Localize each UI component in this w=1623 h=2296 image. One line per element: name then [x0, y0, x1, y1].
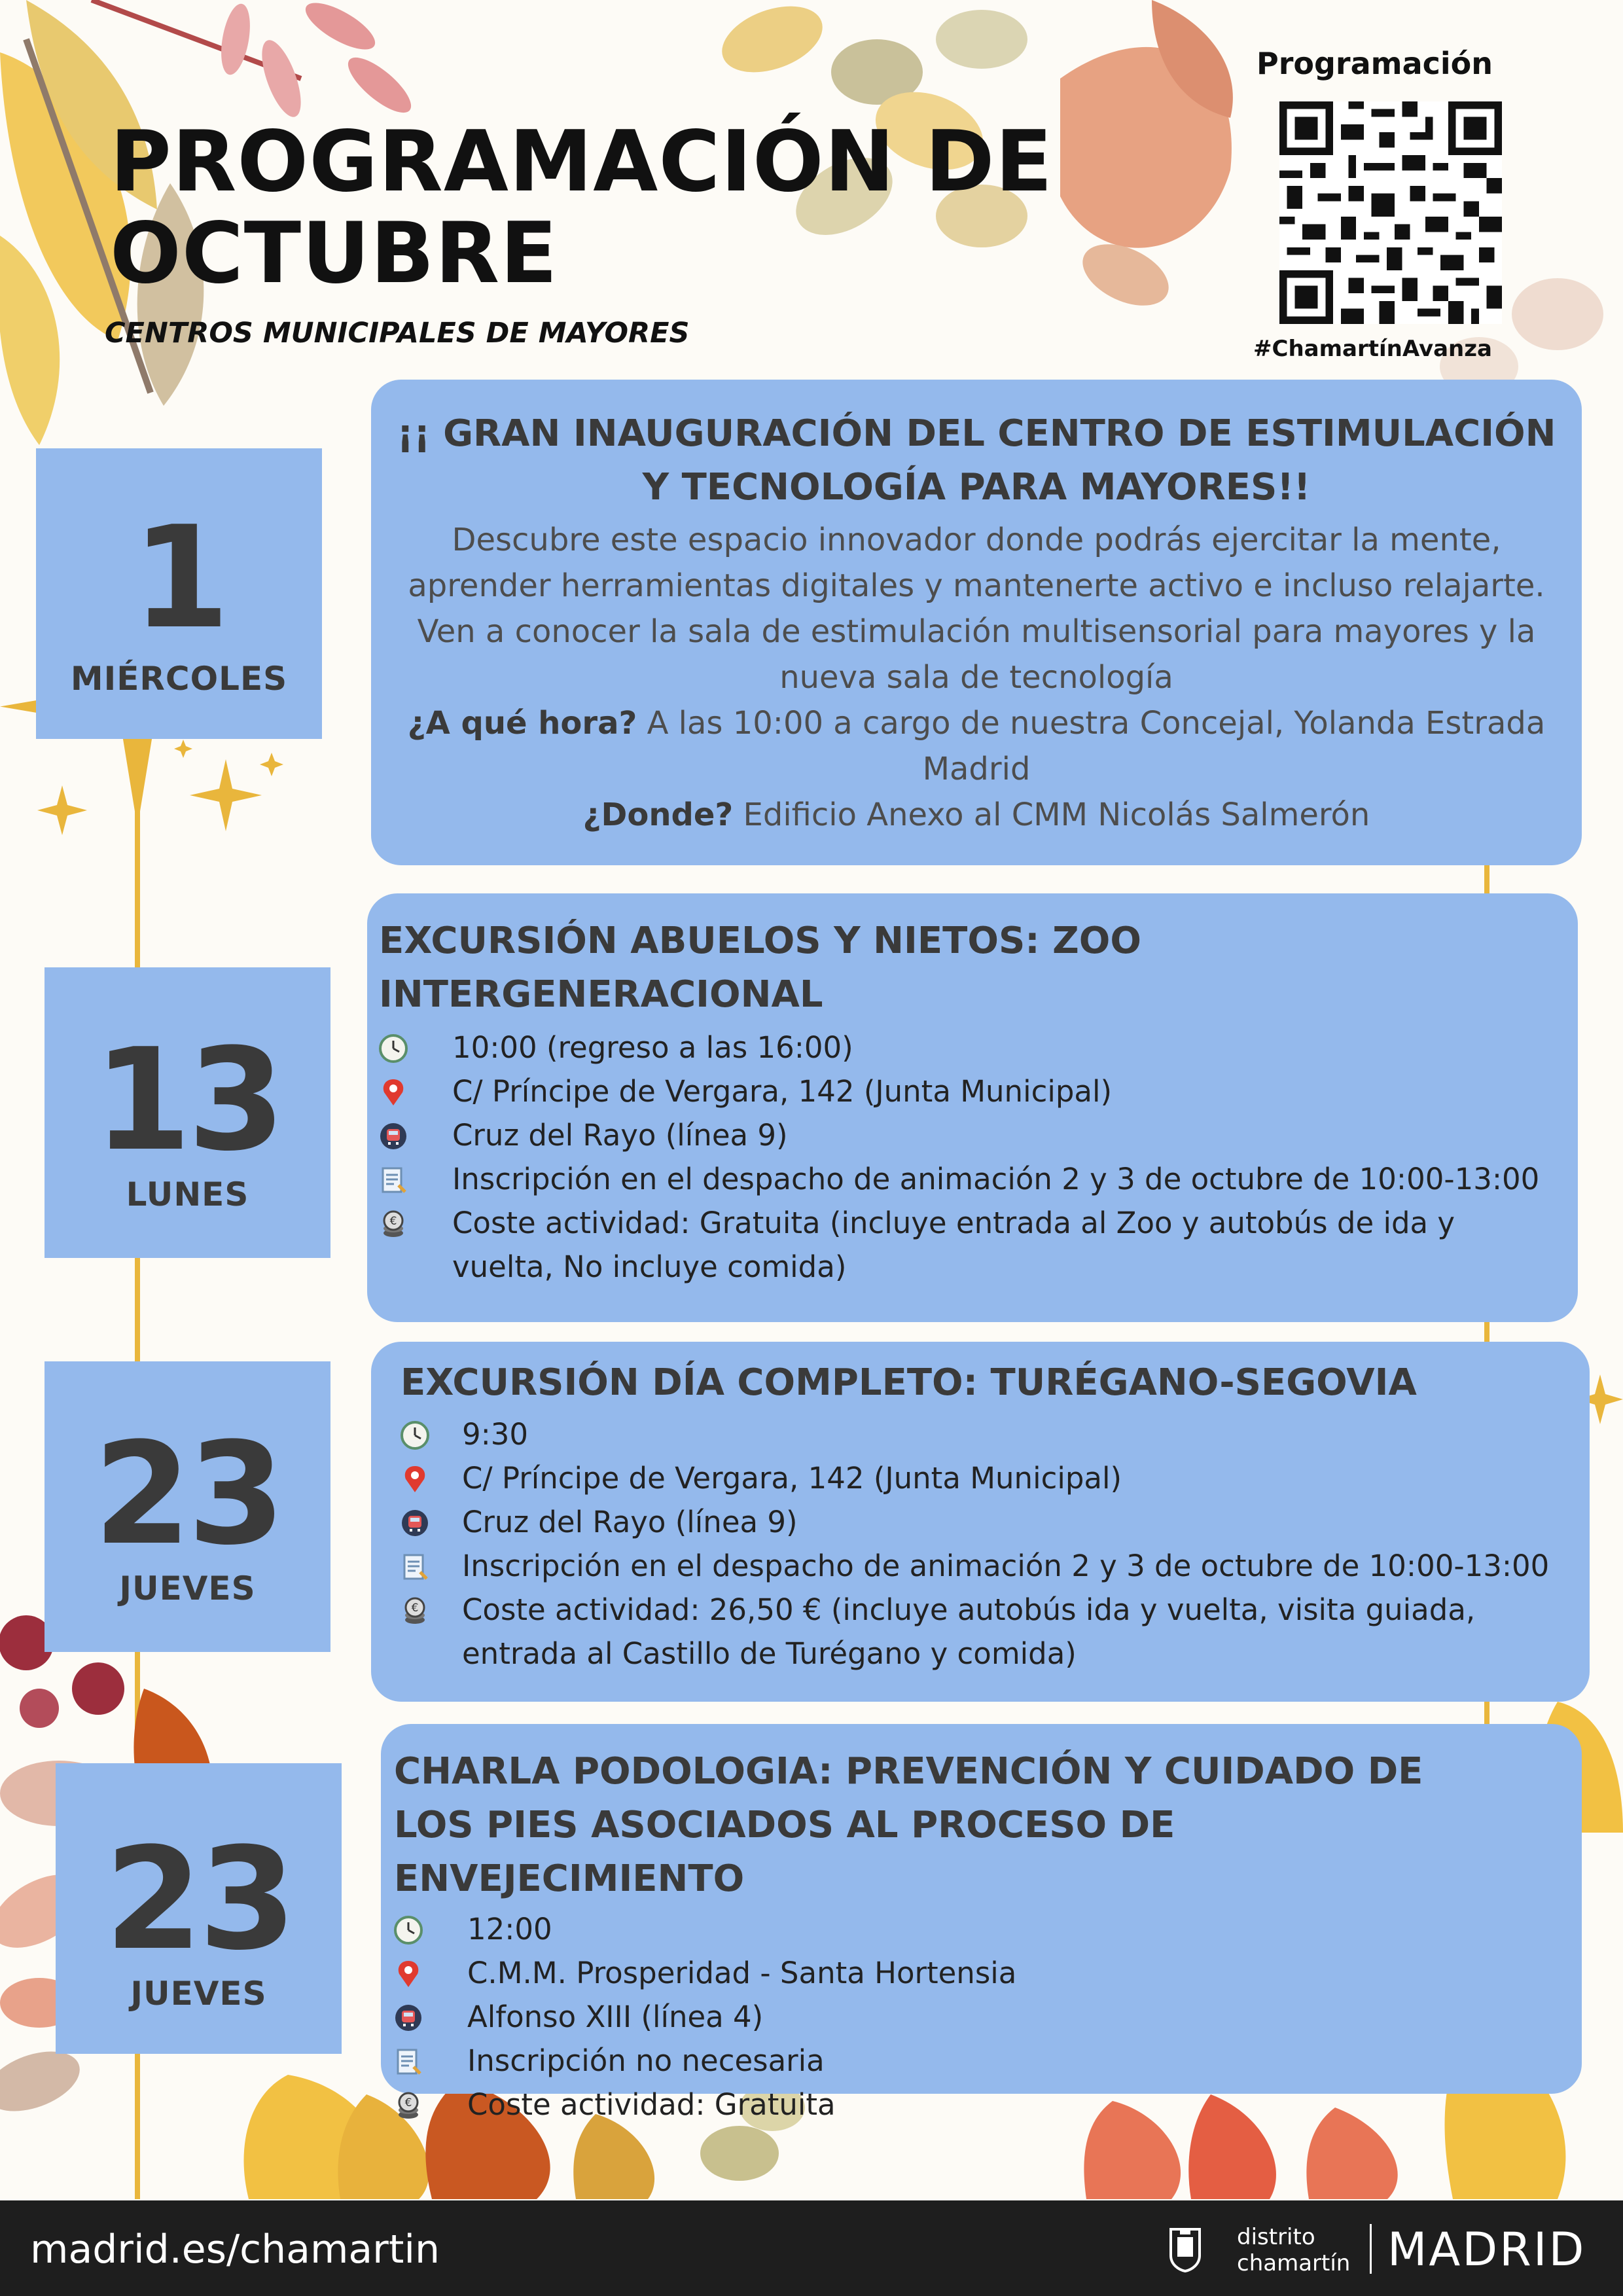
time-row	[401, 1412, 1590, 1456]
place-text: Edificio Anexo al CMM Nicolás Salmerón	[743, 797, 1370, 833]
event-card-2	[367, 893, 1578, 1322]
clock-icon	[401, 1421, 429, 1450]
registration-text: Inscripción en el despacho de animación 2 y 3 de octubre de 10:00-13:00	[452, 1162, 1540, 1196]
day-number: 13	[93, 1018, 282, 1182]
weekday: MIÉRCOLES	[70, 660, 288, 698]
svg-text:€: €	[411, 1602, 419, 1615]
metro-row	[379, 1113, 1578, 1157]
day-number: 1	[132, 495, 226, 660]
event-card-3	[371, 1342, 1590, 1702]
website-link[interactable]: madrid.es/chamartin	[30, 2227, 440, 2272]
metro-text: Cruz del Rayo (línea 9)	[462, 1505, 798, 1539]
registration-text: Inscripción en el despacho de animación 2 y 3 de octubre de 10:00-13:00	[462, 1549, 1550, 1583]
location-pin-icon	[401, 1465, 429, 1494]
time-text: 9:30	[462, 1417, 529, 1452]
qr-code-icon[interactable]	[1279, 101, 1502, 324]
cost-row	[401, 1588, 1590, 1676]
metro-text: Cruz del Rayo (línea 9)	[452, 1118, 788, 1153]
clock-icon	[394, 1916, 423, 1945]
district-line-1: distrito	[1237, 2224, 1315, 2250]
event-place-line	[392, 792, 1561, 838]
form-document-icon	[394, 2047, 423, 2076]
date-box-event-3	[45, 1361, 330, 1652]
day-number: 23	[93, 1412, 282, 1576]
metro-train-icon	[394, 2003, 423, 2032]
district-logo-text	[1237, 2224, 1350, 2276]
date-box-event-4	[56, 1763, 342, 2054]
time-text: 12:00	[467, 1912, 552, 1946]
weekday: JUEVES	[130, 1975, 267, 2013]
metro-text: Alfonso XIII (línea 4)	[467, 2000, 764, 2034]
metro-row	[401, 1500, 1590, 1544]
weekday: LUNES	[126, 1175, 249, 1213]
footer-divider	[1370, 2224, 1372, 2274]
form-document-icon	[401, 1552, 429, 1581]
date-box-event-2	[45, 967, 330, 1258]
event-title: EXCURSIÓN ABUELOS Y NIETOS: ZOO INTERGENERACIONAL	[379, 920, 1141, 1016]
time-text: 10:00 (regreso a las 16:00)	[452, 1030, 853, 1065]
place-text: C.M.M. Prosperidad - Santa Hortensia	[467, 1956, 1017, 1990]
form-document-icon	[379, 1166, 408, 1194]
madrid-logo-text: MADRID	[1387, 2223, 1586, 2276]
metro-row	[394, 1995, 1582, 2039]
event-title: CHARLA PODOLOGIA: PREVENCIÓN Y CUIDADO DE LOS PIES ASOCIADOS AL PROCESO DE ENVEJECIMIENTO	[394, 1750, 1423, 1900]
place-label: ¿Donde?	[582, 797, 734, 833]
euro-coins-icon	[394, 2091, 423, 2120]
madrid-coat-of-arms-icon	[1168, 2227, 1202, 2272]
place-text: C/ Príncipe de Vergara, 142 (Junta Municipal)	[452, 1074, 1113, 1109]
time-row	[379, 1026, 1578, 1069]
event-title: ¡¡ GRAN INAUGURACIÓN DEL CENTRO DE ESTIMULACIÓN Y TECNOLOGÍA PARA MAYORES!!	[397, 412, 1556, 509]
place-text: C/ Príncipe de Vergara, 142 (Junta Municipal)	[462, 1461, 1122, 1496]
location-pin-icon	[379, 1078, 408, 1107]
time-text: A las 10:00 a cargo de nuestra Concejal, Yolanda Estrada Madrid	[647, 705, 1546, 787]
day-number: 23	[104, 1817, 293, 1981]
qr-label: Programación	[1257, 46, 1493, 81]
page-title-line-1: PROGRAMACIÓN DE	[110, 113, 1054, 211]
date-box-event-1	[36, 448, 322, 739]
place-row	[379, 1069, 1578, 1113]
footer-bar	[0, 2200, 1623, 2296]
metro-train-icon	[401, 1509, 429, 1537]
euro-coins-icon	[379, 1210, 408, 1238]
district-line-2: chamartín	[1237, 2250, 1351, 2276]
svg-text:€: €	[404, 2096, 412, 2109]
registration-row	[394, 2039, 1582, 2083]
cost-row	[394, 2083, 1582, 2126]
event-time-line	[392, 700, 1561, 792]
registration-text: Inscripción no necesaria	[467, 2043, 825, 2078]
registration-row	[401, 1544, 1590, 1588]
event-card-4	[381, 1724, 1582, 2122]
svg-text:€: €	[389, 1215, 397, 1228]
registration-row	[379, 1157, 1578, 1201]
hashtag: #ChamartínAvanza	[1253, 336, 1492, 362]
place-row	[401, 1456, 1590, 1500]
weekday: JUEVES	[119, 1570, 256, 1607]
time-row	[394, 1907, 1582, 1951]
location-pin-icon	[394, 1960, 423, 1988]
page-subtitle: CENTROS MUNICIPALES DE MAYORES	[105, 317, 690, 350]
clock-icon	[379, 1034, 408, 1063]
cost-text: Coste actividad: Gratuita	[467, 2087, 836, 2122]
page-title-line-2: OCTUBRE	[110, 205, 558, 302]
cost-text: Coste actividad: 26,50 € (incluye autobús ida y vuelta, visita guiada, entrada al Castillo de Turégano y comida)	[462, 1592, 1476, 1671]
page-title	[110, 113, 1054, 302]
event-title: EXCURSIÓN DÍA COMPLETO: TURÉGANO-SEGOVIA	[401, 1361, 1417, 1404]
place-row	[394, 1951, 1582, 1995]
event-card-1	[371, 380, 1582, 865]
time-label: ¿A qué hora?	[407, 705, 637, 742]
metro-train-icon	[379, 1122, 408, 1151]
cost-row	[379, 1201, 1578, 1289]
cost-text: Coste actividad: Gratuita (incluye entrada al Zoo y autobús de ida y vuelta, No incluye comida)	[452, 1206, 1455, 1284]
event-description: Descubre este espacio innovador donde podrás ejercitar la mente, aprender herramientas digitales y mantenerte activo e incluso relajarte. Ven a conocer la sala de estimulación multisensorial para mayores y la nueva sala de tecnología	[408, 522, 1545, 696]
euro-coins-icon	[401, 1596, 429, 1625]
